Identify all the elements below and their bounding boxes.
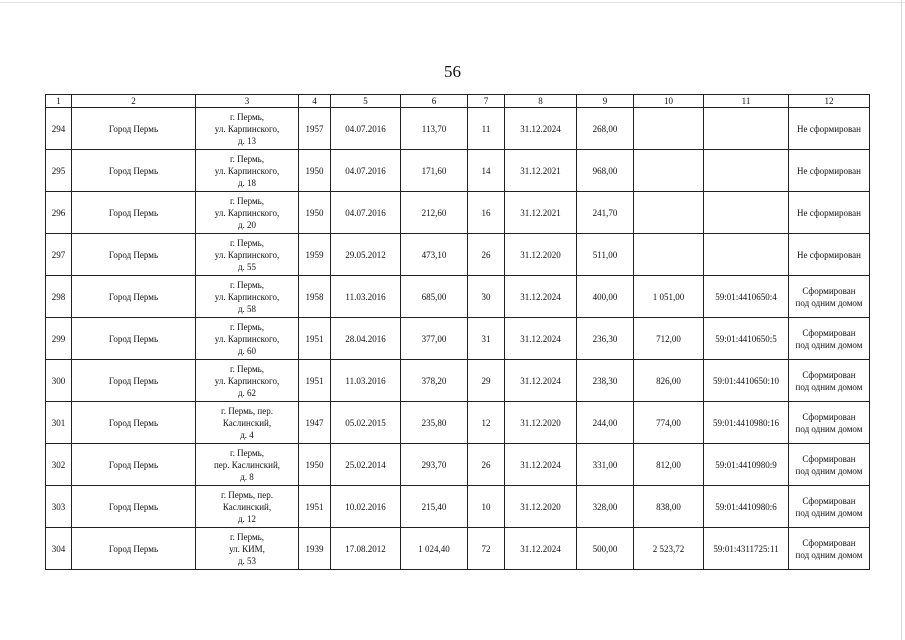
residents-count-cell: 10 xyxy=(468,486,505,528)
deadline-cell: 31.12.2020 xyxy=(505,402,577,444)
status-line: Сформирован xyxy=(802,495,856,506)
date-cell: 17.08.2012 xyxy=(331,528,401,570)
land-area-cell: 2 523,72 xyxy=(634,528,704,570)
land-area-cell: 712,00 xyxy=(634,318,704,360)
status-line: Сформирован xyxy=(802,285,856,296)
status-line: Сформирован xyxy=(802,453,856,464)
status-line: Не сформирован xyxy=(797,207,861,218)
date-cell: 04.07.2016 xyxy=(331,108,401,150)
value-cell: 236,30 xyxy=(577,318,634,360)
row-number-cell: 297 xyxy=(46,234,72,276)
address-line: ул. Карпинского, xyxy=(214,333,280,344)
land-area-cell xyxy=(634,234,704,276)
area-cell: 235,80 xyxy=(401,402,468,444)
value-cell: 511,00 xyxy=(577,234,634,276)
address-line: д. 12 xyxy=(237,513,257,524)
build-year-cell: 1950 xyxy=(299,444,331,486)
status-cell xyxy=(789,528,870,570)
address-line: Каслинский, xyxy=(222,417,272,428)
build-year-cell: 1947 xyxy=(299,402,331,444)
address-cell xyxy=(196,486,299,528)
address-cell xyxy=(196,360,299,402)
date-cell: 05.02.2015 xyxy=(331,402,401,444)
address-line: Каслинский, xyxy=(222,501,272,512)
build-year-cell: 1951 xyxy=(299,318,331,360)
cadastral-number-cell: 59:01:4410980:9 xyxy=(704,444,789,486)
cadastral-number-cell: 59:01:4311725:11 xyxy=(704,528,789,570)
address-cell xyxy=(196,402,299,444)
municipality-cell: Город Пермь xyxy=(72,318,196,360)
column-header-11: 11 xyxy=(704,95,789,108)
scan-edge-top xyxy=(0,2,905,3)
row-number-cell: 302 xyxy=(46,444,72,486)
status-line: под одним домом xyxy=(795,465,863,476)
address-line: г. Пермь, xyxy=(229,153,265,164)
address-line: ул. Карпинского, xyxy=(214,291,280,302)
address-cell xyxy=(196,150,299,192)
column-header-1: 1 xyxy=(46,95,72,108)
address-line: ул. Карпинского, xyxy=(214,375,280,386)
deadline-cell: 31.12.2021 xyxy=(505,150,577,192)
cadastral-number-cell: 59:01:4410980:16 xyxy=(704,402,789,444)
status-line: под одним домом xyxy=(795,339,863,350)
status-cell xyxy=(789,486,870,528)
row-number-cell: 303 xyxy=(46,486,72,528)
table-row xyxy=(46,486,870,528)
address-line: д. 55 xyxy=(237,261,257,272)
land-area-cell: 812,00 xyxy=(634,444,704,486)
cadastral-number-cell: 59:01:4410650:4 xyxy=(704,276,789,318)
row-number-cell: 294 xyxy=(46,108,72,150)
status-line: Не сформирован xyxy=(797,123,861,134)
address-line: г. Пермь, xyxy=(229,237,265,248)
land-area-cell: 1 051,00 xyxy=(634,276,704,318)
area-cell: 215,40 xyxy=(401,486,468,528)
column-header-8: 8 xyxy=(505,95,577,108)
residents-count-cell: 30 xyxy=(468,276,505,318)
status-cell xyxy=(789,234,870,276)
status-cell xyxy=(789,108,870,150)
row-number-cell: 301 xyxy=(46,402,72,444)
date-cell: 28.04.2016 xyxy=(331,318,401,360)
table-row xyxy=(46,360,870,402)
cadastral-number-cell xyxy=(704,108,789,150)
row-number-cell: 295 xyxy=(46,150,72,192)
date-cell: 10.02.2016 xyxy=(331,486,401,528)
status-line: Не сформирован xyxy=(797,165,861,176)
status-cell xyxy=(789,192,870,234)
land-area-cell: 774,00 xyxy=(634,402,704,444)
value-cell: 968,00 xyxy=(577,150,634,192)
address-cell xyxy=(196,318,299,360)
address-line: д. 8 xyxy=(240,471,254,482)
table-row xyxy=(46,318,870,360)
address-line: д. 60 xyxy=(237,345,257,356)
municipality-cell: Город Пермь xyxy=(72,234,196,276)
address-cell xyxy=(196,234,299,276)
column-header-12: 12 xyxy=(789,95,870,108)
status-line: Сформирован xyxy=(802,411,856,422)
address-line: ул. Карпинского, xyxy=(214,123,280,134)
address-line: д. 62 xyxy=(237,387,257,398)
area-cell: 378,20 xyxy=(401,360,468,402)
housing-registry-table xyxy=(45,94,870,570)
address-cell xyxy=(196,108,299,150)
area-cell: 293,70 xyxy=(401,444,468,486)
land-area-cell xyxy=(634,150,704,192)
page-number: 56 xyxy=(444,62,461,81)
deadline-cell: 31.12.2024 xyxy=(505,528,577,570)
area-cell: 1 024,40 xyxy=(401,528,468,570)
residents-count-cell: 26 xyxy=(468,444,505,486)
status-line: Не сформирован xyxy=(797,249,861,260)
address-line: г. Пермь, пер. xyxy=(221,489,273,500)
address-line: г. Пермь, xyxy=(229,111,265,122)
table-row xyxy=(46,108,870,150)
address-line: д. 53 xyxy=(237,555,257,566)
table-row xyxy=(46,276,870,318)
area-cell: 171,60 xyxy=(401,150,468,192)
value-cell: 500,00 xyxy=(577,528,634,570)
status-cell xyxy=(789,318,870,360)
address-line: г. Пермь, xyxy=(229,279,265,290)
column-header-3: 3 xyxy=(196,95,299,108)
table-row xyxy=(46,150,870,192)
column-header-6: 6 xyxy=(401,95,468,108)
cadastral-number-cell xyxy=(704,192,789,234)
status-line: под одним домом xyxy=(795,549,863,560)
address-line: г. Пермь, xyxy=(229,363,265,374)
area-cell: 377,00 xyxy=(401,318,468,360)
area-cell: 473,10 xyxy=(401,234,468,276)
build-year-cell: 1957 xyxy=(299,108,331,150)
address-line: д. 20 xyxy=(237,219,257,230)
municipality-cell: Город Пермь xyxy=(72,360,196,402)
address-line: г. Пермь, xyxy=(229,531,265,542)
address-line: д. 4 xyxy=(240,429,254,440)
municipality-cell: Город Пермь xyxy=(72,276,196,318)
cadastral-number-cell: 59:01:4410980:6 xyxy=(704,486,789,528)
status-line: Сформирован xyxy=(802,369,856,380)
address-line: пер. Каслинский, xyxy=(213,459,281,470)
municipality-cell: Город Пермь xyxy=(72,486,196,528)
status-cell xyxy=(789,360,870,402)
row-number-cell: 304 xyxy=(46,528,72,570)
status-cell xyxy=(789,150,870,192)
deadline-cell: 31.12.2020 xyxy=(505,234,577,276)
column-header-4: 4 xyxy=(299,95,331,108)
status-cell xyxy=(789,402,870,444)
row-number-cell: 300 xyxy=(46,360,72,402)
deadline-cell: 31.12.2024 xyxy=(505,108,577,150)
value-cell: 400,00 xyxy=(577,276,634,318)
address-line: ул. КИМ, xyxy=(229,543,265,554)
residents-count-cell: 14 xyxy=(468,150,505,192)
municipality-cell: Город Пермь xyxy=(72,108,196,150)
date-cell: 04.07.2016 xyxy=(331,150,401,192)
deadline-cell: 31.12.2021 xyxy=(505,192,577,234)
area-cell: 113,70 xyxy=(401,108,468,150)
cadastral-number-cell: 59:01:4410650:10 xyxy=(704,360,789,402)
table-row xyxy=(46,234,870,276)
residents-count-cell: 26 xyxy=(468,234,505,276)
deadline-cell: 31.12.2020 xyxy=(505,486,577,528)
date-cell: 25.02.2014 xyxy=(331,444,401,486)
land-area-cell: 838,00 xyxy=(634,486,704,528)
cadastral-number-cell xyxy=(704,234,789,276)
land-area-cell xyxy=(634,108,704,150)
table-row xyxy=(46,444,870,486)
address-line: г. Пермь, пер. xyxy=(221,405,273,416)
build-year-cell: 1958 xyxy=(299,276,331,318)
date-cell: 04.07.2016 xyxy=(331,192,401,234)
area-cell: 212,60 xyxy=(401,192,468,234)
municipality-cell: Город Пермь xyxy=(72,192,196,234)
address-cell xyxy=(196,444,299,486)
residents-count-cell: 11 xyxy=(468,108,505,150)
build-year-cell: 1950 xyxy=(299,150,331,192)
row-number-cell: 298 xyxy=(46,276,72,318)
status-line: под одним домом xyxy=(795,423,863,434)
date-cell: 11.03.2016 xyxy=(331,360,401,402)
address-line: г. Пермь, xyxy=(229,195,265,206)
column-number-row xyxy=(46,95,870,108)
land-area-cell xyxy=(634,192,704,234)
status-cell xyxy=(789,444,870,486)
status-line: Сформирован xyxy=(802,537,856,548)
column-header-10: 10 xyxy=(634,95,704,108)
land-area-cell: 826,00 xyxy=(634,360,704,402)
deadline-cell: 31.12.2024 xyxy=(505,318,577,360)
status-line: Сформирован xyxy=(802,327,856,338)
municipality-cell: Город Пермь xyxy=(72,528,196,570)
value-cell: 238,30 xyxy=(577,360,634,402)
status-line: под одним домом xyxy=(795,381,863,392)
municipality-cell: Город Пермь xyxy=(72,402,196,444)
value-cell: 328,00 xyxy=(577,486,634,528)
value-cell: 241,70 xyxy=(577,192,634,234)
deadline-cell: 31.12.2024 xyxy=(505,360,577,402)
municipality-cell: Город Пермь xyxy=(72,150,196,192)
status-cell xyxy=(789,276,870,318)
column-header-9: 9 xyxy=(577,95,634,108)
build-year-cell: 1959 xyxy=(299,234,331,276)
scan-edge-right xyxy=(901,0,902,640)
value-cell: 268,00 xyxy=(577,108,634,150)
row-number-cell: 296 xyxy=(46,192,72,234)
address-cell xyxy=(196,528,299,570)
deadline-cell: 31.12.2024 xyxy=(505,276,577,318)
address-line: д. 18 xyxy=(237,177,257,188)
table-row xyxy=(46,402,870,444)
cadastral-number-cell: 59:01:4410650:5 xyxy=(704,318,789,360)
status-line: под одним домом xyxy=(795,297,863,308)
row-number-cell: 299 xyxy=(46,318,72,360)
column-header-7: 7 xyxy=(468,95,505,108)
build-year-cell: 1950 xyxy=(299,192,331,234)
table-row xyxy=(46,192,870,234)
municipality-cell: Город Пермь xyxy=(72,444,196,486)
date-cell: 29.05.2012 xyxy=(331,234,401,276)
address-line: г. Пермь, xyxy=(229,321,265,332)
address-line: д. 58 xyxy=(237,303,257,314)
column-header-5: 5 xyxy=(331,95,401,108)
address-line: д. 13 xyxy=(237,135,257,146)
status-line: под одним домом xyxy=(795,507,863,518)
column-header-2: 2 xyxy=(72,95,196,108)
address-line: ул. Карпинского, xyxy=(214,165,280,176)
build-year-cell: 1951 xyxy=(299,486,331,528)
value-cell: 244,00 xyxy=(577,402,634,444)
area-cell: 685,00 xyxy=(401,276,468,318)
date-cell: 11.03.2016 xyxy=(331,276,401,318)
table-body xyxy=(46,108,870,570)
residents-count-cell: 29 xyxy=(468,360,505,402)
address-line: ул. Карпинского, xyxy=(214,207,280,218)
cadastral-number-cell xyxy=(704,150,789,192)
residents-count-cell: 16 xyxy=(468,192,505,234)
address-cell xyxy=(196,276,299,318)
value-cell: 331,00 xyxy=(577,444,634,486)
table-row xyxy=(46,528,870,570)
address-line: ул. Карпинского, xyxy=(214,249,280,260)
residents-count-cell: 12 xyxy=(468,402,505,444)
address-line: г. Пермь, xyxy=(229,447,265,458)
deadline-cell: 31.12.2024 xyxy=(505,444,577,486)
residents-count-cell: 72 xyxy=(468,528,505,570)
build-year-cell: 1951 xyxy=(299,360,331,402)
residents-count-cell: 31 xyxy=(468,318,505,360)
build-year-cell: 1939 xyxy=(299,528,331,570)
address-cell xyxy=(196,192,299,234)
